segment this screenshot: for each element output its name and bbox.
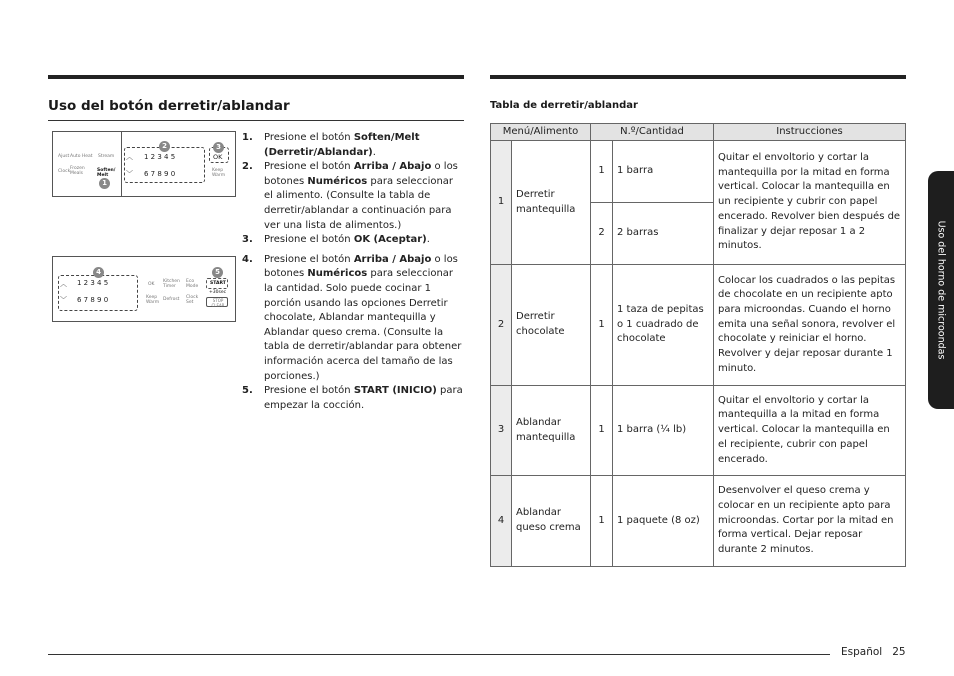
instruction-steps [242, 131, 464, 413]
quantity-number: 1 [591, 141, 613, 203]
start-button[interactable] [206, 278, 228, 289]
table-row [491, 386, 906, 476]
row-number: 2 [491, 265, 512, 386]
column-header-food: Menú/Alimento [491, 124, 591, 141]
step-item [242, 233, 464, 248]
quantity-description: 1 taza de pepitas o 1 cuadrado de chocolate [613, 265, 714, 386]
callout-4: 4 [93, 267, 104, 278]
chapter-side-tab-label: Uso del horno de microondas [935, 220, 947, 360]
panel-label: Keep Warm [146, 295, 160, 306]
footer-rule [48, 654, 830, 655]
food-name: Ablandar queso crema [512, 476, 591, 567]
step-text: Presione el botón Soften/Melt (Derretir/Ablandar). [264, 132, 420, 158]
row-number: 1 [491, 141, 512, 265]
panel-label: Defrost [163, 297, 180, 302]
control-panel-illustration-a [52, 131, 236, 197]
panel-label: Keep Warm [212, 168, 226, 179]
step-text: Presione el botón Arriba / Abajo o los botones Numéricos para seleccionar la cantidad. Solo puede cocinar 1 porción usando las opciones Derretir chocolate, Ablandar mantequilla y Ablandar queso crema. (Consulte la tabla de derretir/ablandar para obtener información acerca del tamaño de las porciones.) [264, 253, 462, 382]
footer-language: Español [841, 646, 883, 658]
start-sub-label: +30sec [209, 290, 227, 295]
step-number: 2. [242, 161, 253, 173]
column-header-instructions: Instrucciones [714, 124, 906, 141]
step-number: 5. [242, 385, 253, 397]
ok-button[interactable]: OK [213, 153, 223, 161]
panel-label: Auto Heat [70, 154, 93, 159]
step-item [242, 384, 464, 413]
stop-clear-button[interactable] [206, 297, 228, 307]
panel-label: OK [148, 282, 155, 287]
instructions-cell: Desenvolver el queso crema y colocar en un recipiente apto para microondas. Cortar por la mitad en forma vertical. Dejar reposar durante 2 minutos. [714, 476, 906, 567]
title-underline [48, 120, 464, 121]
panel-label: Clock Set [186, 295, 199, 306]
step-text: Presione el botón OK (Aceptar). [264, 234, 430, 246]
down-arrow-icon[interactable]: ﹀ [60, 296, 67, 304]
down-arrow-icon[interactable]: ﹀ [126, 170, 133, 178]
page-number: 25 [892, 646, 906, 658]
soften-melt-button[interactable]: Soften/ Melt [97, 168, 116, 179]
callout-3: 3 [213, 142, 224, 153]
instructions-cell: Quitar el envoltorio y cortar la mantequilla por la mitad en forma vertical. Colocar la mantequilla en un recipiente y cubrir con papel encerado. Revolver bien después de finalizar y dejar reposar 1 a 2 minutos. [714, 141, 906, 265]
quantity-description: 2 barras [613, 203, 714, 265]
panel-label: Eco Mode [186, 279, 199, 290]
step-text: Presione el botón START (INICIO) para empezar la cocción. [264, 385, 463, 411]
quantity-description: 1 barra (¼ lb) [613, 386, 714, 476]
quantity-number: 1 [591, 386, 613, 476]
quantity-description: 1 barra [613, 141, 714, 203]
step-number: 1. [242, 132, 253, 143]
step-number: 3. [242, 234, 253, 246]
table-header-row [491, 124, 906, 141]
up-arrow-icon[interactable]: ︿ [126, 153, 133, 161]
food-name: Derretir chocolate [512, 265, 591, 386]
row-number: 3 [491, 386, 512, 476]
stop-label: STOP CLEAR [211, 298, 225, 308]
food-name: Derretir mantequilla [512, 141, 591, 265]
callout-5: 5 [212, 267, 223, 278]
quantity-number: 2 [591, 203, 613, 265]
footer [841, 646, 906, 658]
chapter-side-tab [928, 171, 954, 409]
column-header-quantity: N.º/Cantidad [591, 124, 714, 141]
panel-label: Clock [58, 169, 71, 174]
soften-melt-table [490, 123, 906, 567]
callout-2: 2 [159, 141, 170, 152]
section-title: Uso del botón derretir/ablandar [48, 98, 290, 114]
panel-label: Frozen Meals [70, 166, 85, 177]
number-keys-top[interactable]: 1 2 3 4 5 [77, 279, 109, 287]
table-row [491, 141, 906, 203]
table-caption: Tabla de derretir/ablandar [490, 100, 638, 111]
panel-divider [121, 132, 122, 196]
number-keys-top[interactable]: 1 2 3 4 5 [144, 153, 176, 161]
callout-1: 1 [99, 178, 110, 189]
row-number: 4 [491, 476, 512, 567]
step-item [242, 131, 464, 160]
quantity-number: 1 [591, 265, 613, 386]
number-keys-bottom[interactable]: 6 7 8 9 0 [144, 170, 176, 178]
table-row [491, 476, 906, 567]
number-keys-bottom[interactable]: 6 7 8 9 0 [77, 296, 109, 304]
panel-label: Ajust [58, 154, 70, 159]
step-number: 4. [242, 253, 253, 265]
panel-label: Kitchen Timer [163, 279, 180, 290]
start-label: START [210, 281, 226, 286]
quantity-description: 1 paquete (8 oz) [613, 476, 714, 567]
instructions-cell: Quitar el envoltorio y cortar la mantequilla a la mitad en forma vertical. Colocar la mantequilla en el recipiente, cubrir con papel encerado. [714, 386, 906, 476]
quantity-number: 1 [591, 476, 613, 567]
food-name: Ablandar mantequilla [512, 386, 591, 476]
table-row [491, 265, 906, 386]
panel-label: Stream [98, 154, 115, 159]
top-rule-right [490, 75, 906, 79]
up-arrow-icon[interactable]: ︿ [60, 280, 67, 288]
step-item [242, 160, 464, 233]
step-item [242, 253, 464, 384]
step-text: Presione el botón Arriba / Abajo o los botones Numéricos para seleccionar el alimento. (Consulte la tabla de derretir/ablandar a continuación para ver una lista de alimentos.) [264, 161, 458, 231]
control-panel-illustration-b [52, 256, 236, 322]
instructions-cell: Colocar los cuadrados o las pepitas de chocolate en un recipiente apto para microondas. Cuando el horno emita una señal sonora, revolver el chocolate y reiniciar el horno. Revolver y dejar reposar durante 1 minuto. [714, 265, 906, 386]
top-rule-left [48, 75, 464, 79]
